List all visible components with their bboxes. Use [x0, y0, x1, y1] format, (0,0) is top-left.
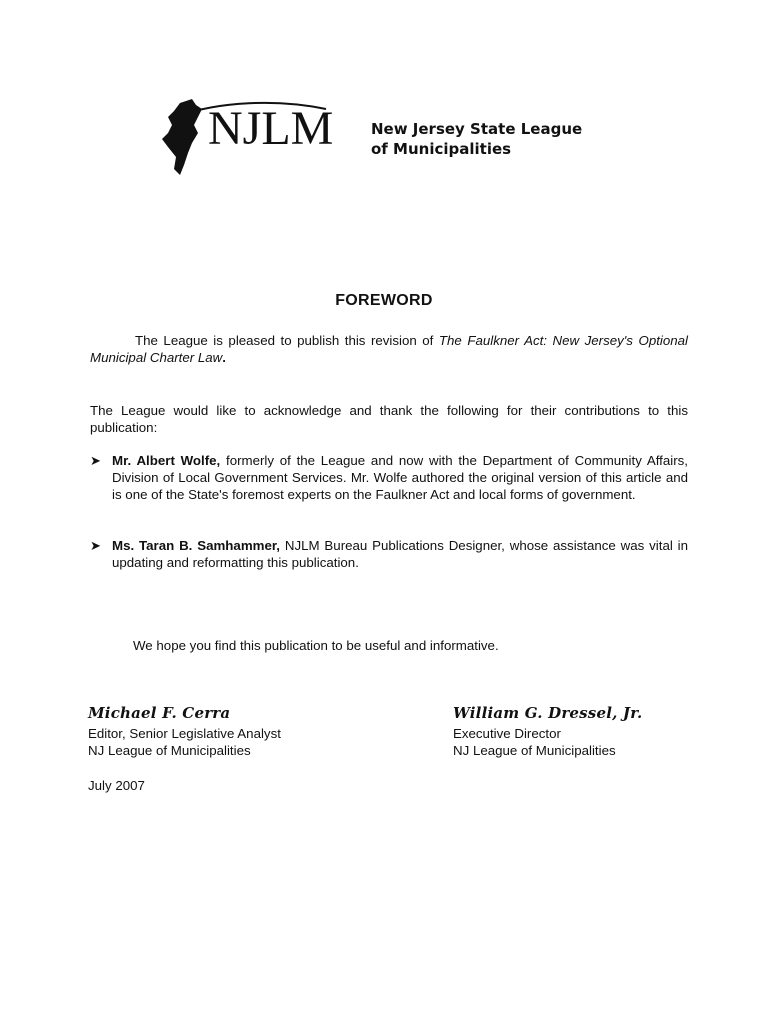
signer-organization: NJ League of Municipalities: [453, 743, 616, 758]
handwritten-signature: Michael F. Cerra: [88, 704, 231, 722]
intro-prefix: The League is pleased to publish this revision of: [135, 333, 439, 348]
list-item-text: [112, 452, 688, 503]
signer-title: Editor, Senior Legislative Analyst: [88, 726, 281, 741]
intro-paragraph: [90, 332, 688, 366]
closing-sentence: We hope you find this publication to be useful and informative.: [133, 638, 499, 653]
acknowledgement-paragraph: The League would like to acknowledge and thank the following for their contributions to this publication:: [90, 403, 688, 435]
contributor-description: formerly of the League and now with the Department of Community Affairs, Division of Local Government Services. Mr. Wolfe authored the original version of this article and is one of the State's foremost experts on the Faulkner Act and local forms of government.: [112, 453, 688, 502]
list-item-text: [112, 537, 688, 571]
publication-title: The Faulkner Act: New Jersey's Optional Municipal Charter Law: [90, 333, 688, 365]
signer-organization: NJ League of Municipalities: [88, 743, 251, 758]
contributor-name: Ms. Taran B. Samhammer,: [112, 538, 281, 553]
organization-name-line2: of Municipalities: [371, 140, 512, 158]
signature-block-editor: [88, 703, 281, 759]
document-date: July 2007: [88, 778, 145, 793]
signer-title: Executive Director: [453, 726, 561, 741]
intro-suffix: .: [222, 350, 226, 365]
contributor-description: NJLM Bureau Publications Designer, whose assistance was vital in updating and reformatting this publication.: [112, 538, 688, 570]
arrow-bullet-icon: ➤: [90, 453, 101, 468]
logo-letters: NJLM: [208, 102, 334, 155]
handwritten-signature: William G. Dressel, Jr.: [453, 704, 643, 722]
organization-name-line1: New Jersey State League: [371, 120, 583, 138]
contributor-name: Mr. Albert Wolfe,: [112, 453, 221, 468]
signature-block-director: [453, 703, 642, 759]
arrow-bullet-icon: ➤: [90, 538, 101, 553]
njlm-logo: [158, 95, 598, 181]
page-title: FOREWORD: [335, 292, 433, 309]
organization-name: [371, 119, 582, 159]
